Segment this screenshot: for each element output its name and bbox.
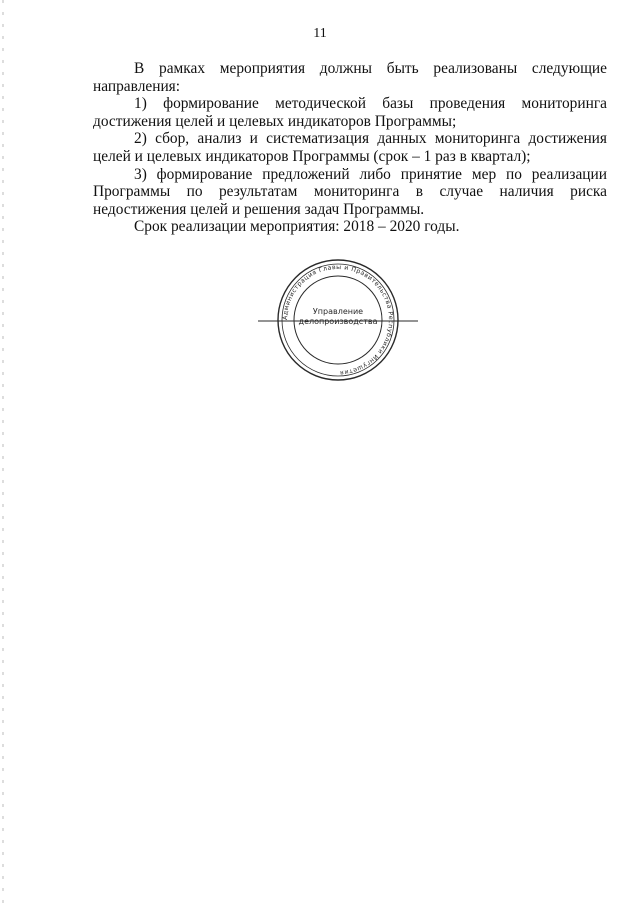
paragraph-item-2: 2) сбор, анализ и систематизация данных мониторинга достижения целей и целевых индикаторов Программы (срок – 1 раз в квартал); <box>93 130 607 165</box>
seal-ring-text: Администрация Главы и Правительства Республики Ингушетия <box>281 263 395 377</box>
paragraph-item-1: 1) формирование методической базы проведения мониторинга достижения целей и целевых индикаторов Программы; <box>93 95 607 130</box>
seal-line-2: делопроизводства <box>298 317 378 326</box>
paragraph-item-3: 3) формирование предложений либо принятие мер по реализации Программы по результатам мониторинга в случае наличия риска недостижения целей и решения задач Программы. <box>93 165 607 218</box>
paragraph-term: Срок реализации мероприятия: 2018 – 2020 годы. <box>134 218 460 236</box>
seal-graphic <box>258 255 418 385</box>
official-seal <box>258 255 418 385</box>
scan-edge-marks <box>2 0 4 905</box>
paragraph-intro: В рамках мероприятия должны быть реализованы следующие направления: <box>93 60 607 95</box>
document-body <box>93 60 607 236</box>
page-number: 11 <box>313 26 327 41</box>
seal-line-1: Управление <box>312 307 364 316</box>
